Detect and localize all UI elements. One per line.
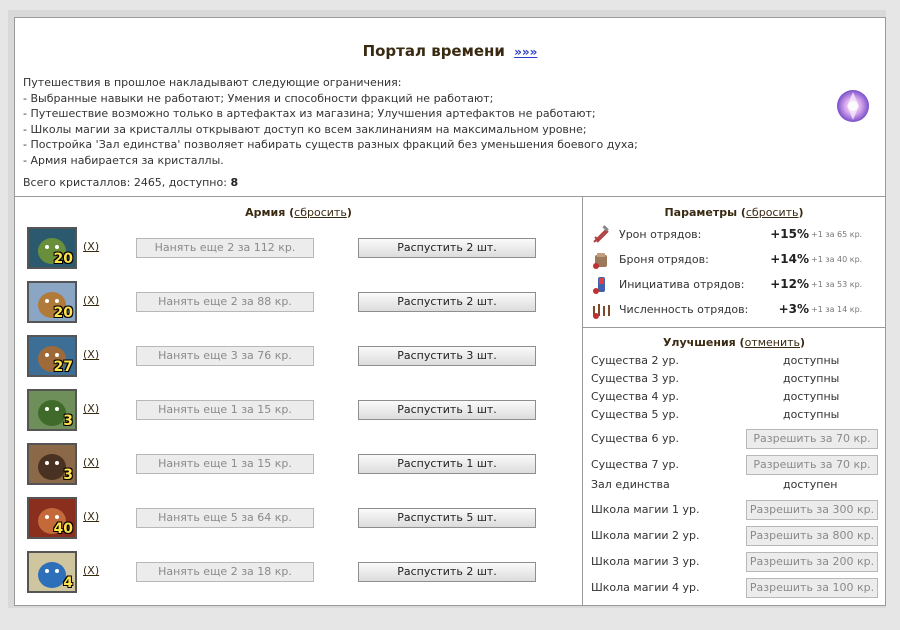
restriction-line: - Постройка 'Зал единства' позволяет набирать существ разных фракций без уменьшения боевого духа; <box>23 138 638 151</box>
param-label: Урон отрядов: <box>619 228 702 241</box>
unit-portrait[interactable] <box>27 389 77 431</box>
remove-unit-link[interactable]: (X) <box>83 240 100 253</box>
unit-portrait[interactable] <box>27 551 77 593</box>
initiative-icon <box>591 275 611 295</box>
army-unit-row <box>15 551 582 595</box>
army-title: Армия <box>245 206 286 219</box>
param-row <box>583 300 885 322</box>
dismiss-unit-button[interactable]: Распустить 5 шт. <box>358 508 536 528</box>
upgrade-status: доступны <box>783 372 840 385</box>
upgrade-row <box>583 429 885 449</box>
unit-portrait[interactable] <box>27 443 77 485</box>
remove-unit-link[interactable]: (X) <box>83 456 100 469</box>
remove-unit-link[interactable]: (X) <box>83 294 100 307</box>
remove-unit-link[interactable]: (X) <box>83 564 100 577</box>
restriction-line: - Выбранные навыки не работают; Умения и способности фракций не работают; <box>23 91 494 105</box>
upgrade-label: Существа 3 ур. <box>591 372 679 385</box>
upgrade-row <box>583 500 885 520</box>
upgrade-label: Существа 7 ур. <box>591 458 679 471</box>
upgrade-status: доступны <box>783 390 840 403</box>
upgrade-row <box>583 578 885 598</box>
param-row <box>583 225 885 247</box>
hire-unit-button[interactable]: Нанять еще 5 за 64 кр. <box>136 508 314 528</box>
upgrade-row <box>583 408 885 424</box>
unit-count: 40 <box>53 521 73 537</box>
upgrade-unlock-button[interactable]: Разрешить за 300 кр. <box>746 500 878 520</box>
param-value: +14% <box>770 252 809 266</box>
param-label: Инициатива отрядов: <box>619 278 745 291</box>
army-unit-row <box>15 497 582 541</box>
dismiss-unit-button[interactable]: Распустить 1 шт. <box>358 454 536 474</box>
upgrade-unlock-button[interactable]: Разрешить за 800 кр. <box>746 526 878 546</box>
unit-count: 3 <box>63 413 73 429</box>
upgrade-unlock-button[interactable]: Разрешить за 70 кр. <box>746 455 878 475</box>
army-unit-row <box>15 389 582 433</box>
upgrade-row <box>583 372 885 388</box>
upgrade-label: Школа магии 2 ур. <box>591 529 700 542</box>
params-panel <box>582 196 886 328</box>
upgrade-row <box>583 478 885 494</box>
upgrade-label: Школа магии 4 ур. <box>591 581 700 594</box>
unit-count: 20 <box>53 305 73 321</box>
portal-title-text: Портал времени <box>362 42 505 60</box>
upgrade-status: доступны <box>783 354 840 367</box>
shield-armor-icon <box>591 250 611 270</box>
crystals-info <box>23 176 238 189</box>
army-header: Армия (сбросить) <box>245 206 352 219</box>
upgrade-status: доступны <box>783 408 840 421</box>
army-unit-row <box>15 335 582 379</box>
army-unit-row <box>15 443 582 487</box>
params-reset-link[interactable]: сбросить <box>745 206 799 219</box>
upgrade-row <box>583 526 885 546</box>
param-value: +3% <box>778 302 809 316</box>
army-unit-row <box>15 227 582 271</box>
param-increment-cost: +1 за 65 кр. <box>811 230 863 239</box>
upgrade-unlock-button[interactable]: Разрешить за 70 кр. <box>746 429 878 449</box>
portal-panel <box>14 17 886 197</box>
unit-portrait[interactable] <box>27 497 77 539</box>
upgrades-panel <box>582 327 886 606</box>
unit-count: 27 <box>53 359 73 375</box>
hire-unit-button[interactable]: Нанять еще 2 за 112 кр. <box>136 238 314 258</box>
crystals-total: Всего кристаллов: 2465, доступно: <box>23 176 227 189</box>
unit-count: 20 <box>53 251 73 267</box>
restriction-line: - Путешествие возможно только в артефактах из магазина; Улучшения артефактов не работают; <box>23 107 596 120</box>
unit-portrait[interactable] <box>27 335 77 377</box>
unit-portrait[interactable] <box>27 281 77 323</box>
page-title <box>15 42 885 60</box>
army-reset-link[interactable]: сбросить <box>294 206 347 219</box>
sword-damage-icon <box>591 225 611 245</box>
hire-unit-button[interactable]: Нанять еще 2 за 18 кр. <box>136 562 314 582</box>
restriction-line: - Армия набирается за кристаллы. <box>23 153 224 167</box>
upgrades-title: Улучшения <box>662 336 736 349</box>
upgrade-label: Существа 4 ур. <box>591 390 679 403</box>
params-header: Параметры (сбросить) <box>664 206 804 219</box>
portal-crystal-icon <box>835 88 871 124</box>
param-value: +15% <box>770 227 809 241</box>
upgrade-row <box>583 455 885 475</box>
param-row <box>583 275 885 297</box>
params-title: Параметры <box>664 206 738 219</box>
troops-count-icon <box>591 300 611 320</box>
hire-unit-button[interactable]: Нанять еще 2 за 88 кр. <box>136 292 314 312</box>
param-increment-cost: +1 за 53 кр. <box>811 280 863 289</box>
restrictions-text <box>23 75 638 168</box>
restriction-line: - Школы магии за кристаллы открывают доступ ко всем заклинаниям на максимальном уровне; <box>23 122 587 136</box>
upgrade-status: доступен <box>783 478 838 491</box>
remove-unit-link[interactable]: (X) <box>83 348 100 361</box>
upgrades-header: Улучшения (отменить) <box>662 336 806 349</box>
upgrade-label: Школа магии 3 ур. <box>591 555 700 568</box>
army-unit-row <box>15 281 582 325</box>
unit-count: 4 <box>63 575 73 591</box>
dismiss-unit-button[interactable]: Распустить 2 шт. <box>358 292 536 312</box>
param-increment-cost: +1 за 14 кр. <box>811 305 863 314</box>
dismiss-unit-button[interactable]: Распустить 2 шт. <box>358 562 536 582</box>
upgrades-cancel-link[interactable]: отменить <box>744 336 801 349</box>
remove-unit-link[interactable]: (X) <box>83 402 100 415</box>
upgrade-label: Зал единства <box>591 478 670 491</box>
upgrade-row <box>583 354 885 370</box>
unit-count: 3 <box>63 467 73 483</box>
hire-unit-button[interactable]: Нанять еще 1 за 15 кр. <box>136 400 314 420</box>
crystals-available: 8 <box>230 176 239 189</box>
upgrade-row <box>583 390 885 406</box>
upgrade-label: Существа 2 ур. <box>591 354 679 367</box>
restriction-line: Путешествия в прошлое накладывают следующие ограничения: <box>23 76 402 89</box>
param-label: Броня отрядов: <box>619 253 709 266</box>
upgrade-unlock-button[interactable]: Разрешить за 200 кр. <box>746 552 878 572</box>
upgrade-label: Существа 6 ур. <box>591 432 679 445</box>
param-value: +12% <box>770 277 809 291</box>
army-panel <box>14 196 583 606</box>
hire-unit-button[interactable]: Нанять еще 3 за 76 кр. <box>136 346 314 366</box>
upgrade-label: Существа 5 ур. <box>591 408 679 421</box>
param-increment-cost: +1 за 40 кр. <box>811 255 863 264</box>
hire-unit-button[interactable]: Нанять еще 1 за 15 кр. <box>136 454 314 474</box>
dismiss-unit-button[interactable]: Распустить 3 шт. <box>358 346 536 366</box>
upgrade-row <box>583 552 885 572</box>
upgrade-unlock-button[interactable]: Разрешить за 100 кр. <box>746 578 878 598</box>
upgrade-label: Школа магии 1 ур. <box>591 503 700 516</box>
param-label: Численность отрядов: <box>619 303 749 316</box>
remove-unit-link[interactable]: (X) <box>83 510 100 523</box>
unit-portrait[interactable] <box>27 227 77 269</box>
param-row <box>583 250 885 272</box>
dismiss-unit-button[interactable]: Распустить 1 шт. <box>358 400 536 420</box>
dismiss-unit-button[interactable]: Распустить 2 шт. <box>358 238 536 258</box>
portal-more-link[interactable]: »»» <box>514 45 538 59</box>
